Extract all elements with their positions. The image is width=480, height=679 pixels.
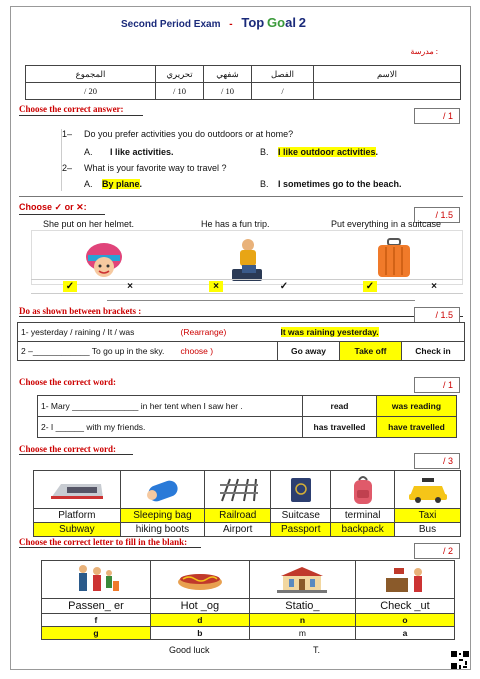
sec4-r2-option-has-travelled[interactable]: has travelled [303,417,377,438]
sec6-icon-cell-1 [42,561,151,599]
sec6-letter-f[interactable]: f [42,614,151,627]
sec6-letter-m[interactable]: m [249,627,355,640]
sleeping-bag-icon [142,475,182,505]
sec3-r1-question: 1- yesterday / raining / It / was [18,323,178,342]
sec6-letter-b[interactable]: b [150,627,249,640]
sec6-icon-cell-2 [150,561,249,599]
train-icon [47,476,107,504]
sec5-word-platform[interactable]: Platform [34,509,121,523]
sec5-icon-cell-1 [34,471,121,509]
sec5-icon-cell-6 [395,471,461,509]
sec2-item1-cross[interactable]: × [127,281,133,292]
divider-1 [19,196,463,197]
sec3-heading: Do as shown between brackets : [19,306,142,316]
sec5-score[interactable]: / 3 [414,453,460,469]
sec2-item1-check[interactable]: ✓ [63,281,77,292]
sec2-item2-check[interactable]: ✓ [279,281,289,292]
info-value-class[interactable]: / [252,83,314,100]
q2-option-a[interactable] [102,179,142,189]
sec5-icon-cell-2 [120,471,205,509]
sec2-score[interactable]: / 1.5 [414,207,460,223]
sec2-underline [19,214,105,215]
info-table [25,65,461,100]
q2-a-period: . [139,179,143,189]
sec1-heading: Choose the correct answer: [19,104,124,114]
sec6-word-hotdog: Hot _og [150,599,249,614]
title-go: Go [267,15,286,30]
cross-icon: ✕ [76,202,84,212]
sec5-table [33,470,461,537]
q2-b-letter: B. [260,179,269,189]
sec5-word-railroad[interactable]: Railroad [205,509,271,523]
sec6-letter-n[interactable]: n [249,614,355,627]
helmet-girl-icon [82,237,126,281]
checkout-icon [380,564,430,596]
sec5-word-sleeping-bag[interactable]: Sleeping bag [120,509,205,523]
sec4-r1-question: 1- Mary ______________ in her tent when I saw her . [38,396,303,417]
check-icon: ✓ [54,202,63,212]
sec3-r2-question: 2 –____________ To go up in the sky. [18,342,178,361]
divider-2 [107,300,415,301]
sec3-table [17,322,465,361]
q1-option-b[interactable] [278,147,378,157]
sec5-word-hiking-boots[interactable]: hiking boots [120,523,205,537]
sec2-heading-choose: Choose [19,202,53,212]
backpack-icon [348,474,378,506]
q2-option-a-text: By plane [102,179,140,189]
title-dash: - [229,19,233,30]
sec4-heading: Choose the correct word: [19,377,117,387]
info-value-written[interactable]: / 10 [156,83,204,100]
sec2-item2-text: He has a fun trip. [201,219,270,229]
school-label: مدرسة : [410,47,438,56]
sec2-item3-cross[interactable]: × [431,281,437,292]
sec1-underline [19,115,143,116]
sec5-word-bus[interactable]: Bus [395,523,461,537]
q1-option-b-text: I like outdoor activities [278,147,376,157]
qr-code-icon [451,651,469,669]
q1-b-letter: B. [260,147,269,157]
sec3-underline [19,316,463,317]
sec2-heading [19,202,87,213]
sec2-item3-text: Put everything in a suitcase [331,219,442,229]
sec3-r1-answer[interactable]: It was raining yesterday. [280,327,379,337]
sec3-r1-answer-cell [278,323,465,342]
sec6-letter-o[interactable]: o [355,614,454,627]
sec5-underline [19,454,133,455]
taxi-icon [406,476,450,504]
sec3-score[interactable]: / 1.5 [414,307,460,323]
info-value-total[interactable]: / 20 [26,83,156,100]
sec6-icon-cell-4 [355,561,454,599]
passengers-icon [71,563,121,597]
sec3-r1-instruction: (Rearrange) [178,323,278,342]
q2-a-letter: A. [84,179,93,189]
hotdog-icon [175,565,225,595]
q1-num: 1– [62,129,73,139]
suitcase-icon [372,237,416,281]
q2-option-b[interactable]: I sometimes go to the beach. [278,179,402,189]
q2-num: 2– [62,163,73,173]
sec6-letter-g[interactable]: g [42,627,151,640]
sec5-word-backpack[interactable]: backpack [331,523,395,537]
sec2-heading-colon: : [83,202,87,212]
sec5-word-airport[interactable]: Airport [205,523,271,537]
footer-good-luck: Good luck [169,645,210,655]
sec6-word-passenger: Passen_ er [42,599,151,614]
sec4-score[interactable]: / 1 [414,377,460,393]
sec1-questions [61,129,441,191]
info-value-oral[interactable]: / 10 [204,83,252,100]
q1-a-letter: A. [84,147,93,157]
sec4-r1-option-read[interactable]: read [303,396,377,417]
sec4-r1-option-was-reading[interactable]: was reading [377,396,457,417]
sec6-underline [19,547,201,548]
sec2-image-row [31,230,463,285]
sec2-item2-cross[interactable]: × [209,281,223,292]
sec3-option-go-away[interactable]: Go away [278,342,340,361]
q1-b-period: . [375,147,379,157]
passport-icon [286,475,316,505]
sec5-word-subway[interactable]: Subway [34,523,121,537]
station-icon [275,564,329,596]
sec6-word-station: Statio_ [249,599,355,614]
sec5-word-suitcase[interactable]: Suitcase [271,509,331,523]
sec6-score[interactable]: / 2 [414,543,460,559]
sec5-word-taxi[interactable]: Taxi [395,509,461,523]
sec5-icon-cell-5 [331,471,395,509]
railroad-icon [216,475,260,505]
q1-text: Do you prefer activities you do outdoors or at home? [84,129,294,139]
exam-title [121,15,306,30]
sec4-table [37,395,457,438]
sec6-letter-a[interactable]: a [355,627,454,640]
info-header-written: تحريري [156,66,204,83]
sec6-icon-cell-3 [249,561,355,599]
title-al: al [285,15,296,30]
tired-traveler-icon [224,235,272,283]
sec5-icon-cell-3 [205,471,271,509]
sec2-answer-row [31,279,463,294]
title-main: Second Period Exam [121,19,221,30]
q2-text: What is your favorite way to travel ? [84,163,227,173]
sec2-item3-check[interactable]: ✓ [363,281,377,292]
info-value-name[interactable] [314,83,461,100]
sec5-word-passport[interactable]: Passport [271,523,331,537]
sec2-heading-or: or [64,202,74,212]
sec4-r2-option-have-travelled[interactable]: have travelled [377,417,457,438]
q1-option-a[interactable]: I like activities. [110,147,174,157]
exam-page [10,6,471,670]
sec4-r2-question: 2- I ______ with my friends. [38,417,303,438]
sec6-heading: Choose the correct letter to fill in the blank: [19,537,188,547]
sec3-r2-instruction: choose ) [178,342,278,361]
footer-teacher: T. [313,645,321,655]
sec5-word-terminal[interactable]: terminal [331,509,395,523]
info-header-oral: شفهي [204,66,252,83]
title-top: Top [241,15,265,30]
sec5-icon-cell-4 [271,471,331,509]
sec6-word-checkout: Check _ut [355,599,454,614]
title-number: 2 [298,15,306,30]
sec5-heading: Choose the correct word: [19,444,117,454]
sec1-score[interactable]: / 1 [414,108,460,124]
sec3-option-take-off[interactable]: Take off [340,342,402,361]
info-header-name: الاسم [314,66,461,83]
sec6-letter-d[interactable]: d [150,614,249,627]
info-header-total: المجموع [26,66,156,83]
sec6-table [41,560,455,640]
sec3-option-check-in[interactable]: Check in [402,342,465,361]
sec2-item1-text: She put on her helmet. [43,219,135,229]
info-header-class: الفصل [252,66,314,83]
